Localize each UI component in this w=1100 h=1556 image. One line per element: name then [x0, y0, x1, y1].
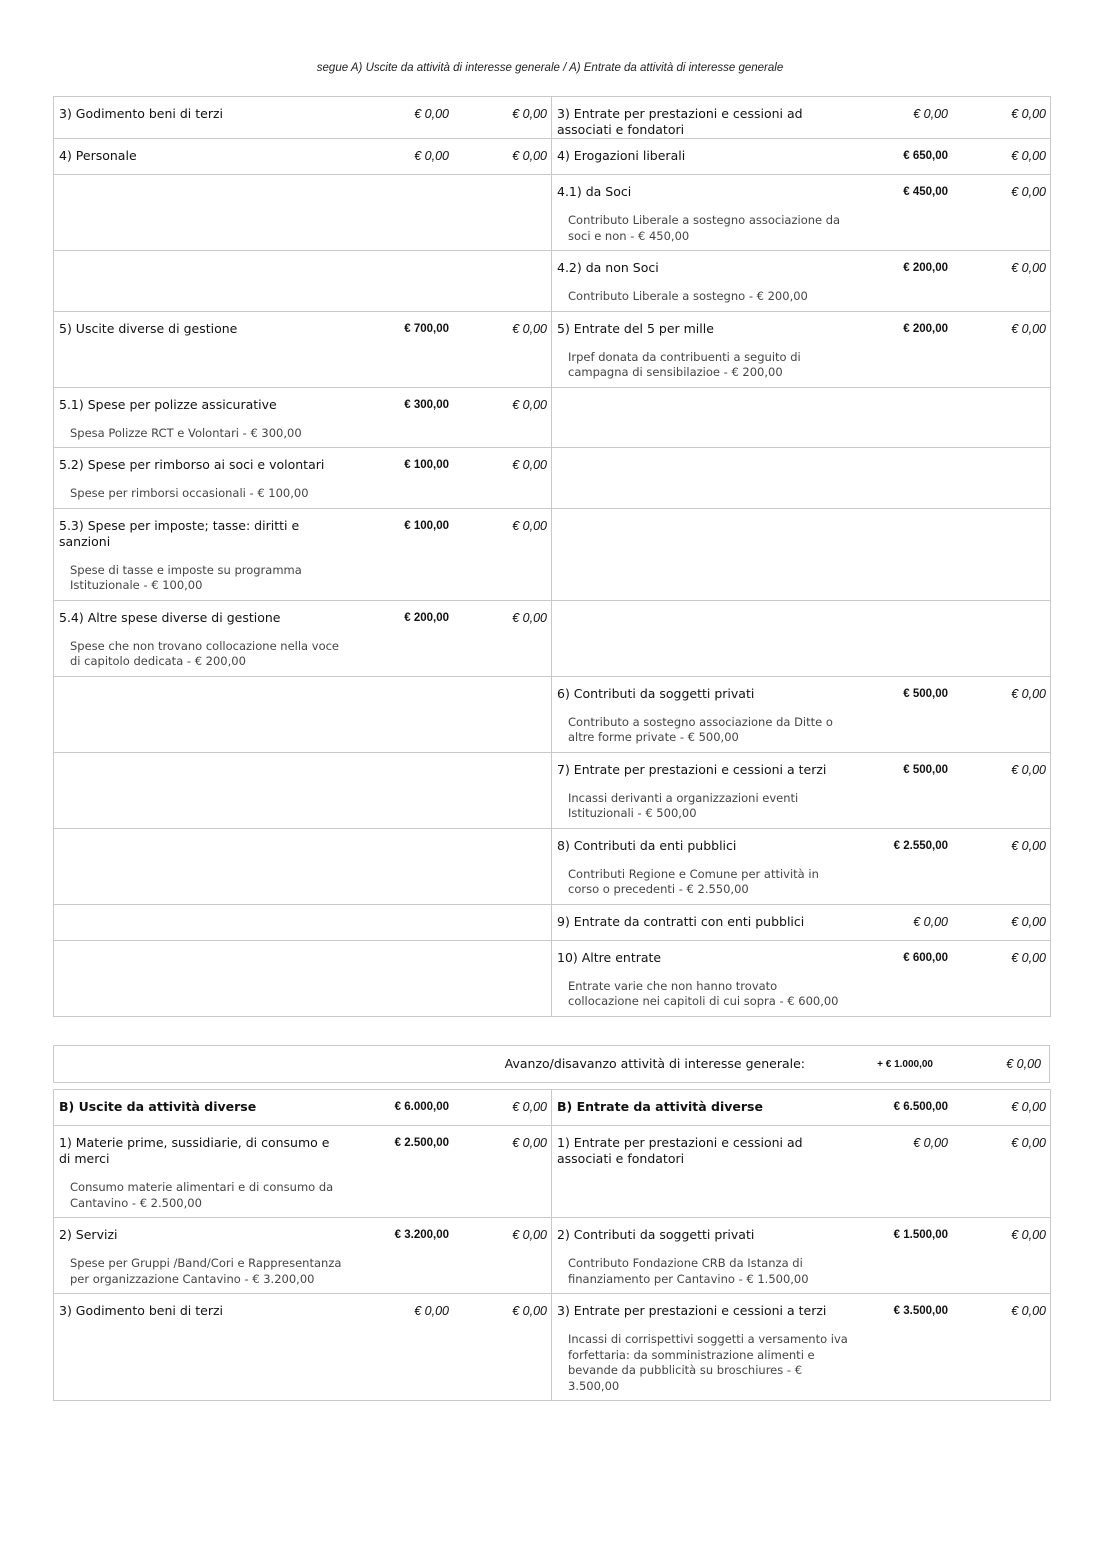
empty-cell — [552, 448, 1051, 509]
item-label: 10) Altre entrate — [557, 949, 662, 965]
empty-cell — [552, 600, 1051, 676]
amount-previous: € 0,00 — [1011, 1136, 1046, 1150]
table-row — [54, 828, 1051, 904]
table-row — [54, 139, 1051, 175]
table-row — [54, 448, 1051, 509]
table-row — [54, 1126, 1051, 1218]
budget-cell — [552, 752, 1051, 828]
table-row — [54, 311, 1051, 387]
empty-cell — [54, 175, 552, 251]
amount-current: € 300,00 — [404, 398, 449, 411]
item-description: Irpef donata da contribuenti a seguito di campagna di sensibilazioe - € 200,00 — [568, 349, 801, 379]
item-description: Contributo a sostegno associazione da Ditte o altre forme private - € 500,00 — [568, 714, 833, 744]
table-row — [54, 940, 1051, 1016]
empty-cell — [54, 828, 552, 904]
item-label: 5.3) Spese per imposte; tasse: diritti e sanzioni — [59, 517, 300, 549]
item-label: 4.2) da non Soci — [557, 260, 659, 275]
budget-cell — [552, 1090, 1051, 1126]
budget-cell — [54, 311, 552, 387]
item-label: 3) Entrate per prestazioni e cessioni ad associati e fondatori — [557, 106, 803, 137]
budget-cell — [552, 175, 1051, 251]
amount-previous: € 0,00 — [1011, 185, 1046, 199]
item-description: Spese per Gruppi /Band/Cori e Rappresentanza per organizzazione Cantavino - € 3.200,00 — [70, 1256, 342, 1286]
table-row — [54, 904, 1051, 940]
budget-cell — [552, 904, 1051, 940]
amount-current: € 100,00 — [404, 459, 449, 471]
amount-previous: € 0,00 — [1011, 107, 1046, 121]
item-label: 5.4) Altre spese diverse di gestione — [59, 609, 281, 625]
amount-current: € 500,00 — [903, 687, 948, 700]
budget-cell — [552, 97, 1051, 139]
amount-current: € 700,00 — [404, 322, 449, 335]
amount-current: € 650,00 — [903, 150, 948, 162]
budget-cell — [552, 676, 1051, 752]
amount-previous: € 0,00 — [1011, 261, 1046, 275]
item-description: Consumo materie alimentari e di consumo da Cantavino - € 2.500,00 — [70, 1180, 334, 1210]
item-label: B) Entrate da attività diverse — [557, 1099, 763, 1114]
amount-current: € 3.500,00 — [893, 1305, 948, 1317]
avanzo-value-current: + € 1.000,00 — [877, 1059, 933, 1070]
amount-previous: € 0,00 — [1011, 321, 1046, 336]
budget-cell — [54, 1090, 552, 1126]
amount-current: € 450,00 — [903, 186, 948, 198]
amount-previous: € 0,00 — [512, 1100, 547, 1114]
table-row — [54, 1218, 1051, 1294]
section-b-table — [53, 1089, 1051, 1401]
amount-previous: € 0,00 — [512, 107, 547, 121]
amount-previous: € 0,00 — [1011, 149, 1046, 163]
amount-current: € 0,00 — [414, 1304, 449, 1318]
budget-cell — [552, 1218, 1051, 1294]
item-label: 5.1) Spese per polizze assicurative — [59, 396, 277, 412]
table-row — [54, 175, 1051, 251]
empty-cell — [54, 904, 552, 940]
page-header: segue A) Uscite da attività di interesse generale / A) Entrate da attività di interesse generale — [316, 62, 784, 74]
budget-cell — [54, 1126, 552, 1218]
item-label: 3) Godimento beni di terzi — [59, 1303, 223, 1318]
budget-cell — [54, 97, 552, 139]
avanzo-row — [53, 1045, 1050, 1083]
table-row — [54, 752, 1051, 828]
budget-cell — [54, 508, 552, 600]
item-label: 1) Entrate per prestazioni e cessioni ad associati e fondatori — [557, 1135, 803, 1166]
item-description: Spese per rimborsi occasionali - € 100,00 — [70, 486, 309, 500]
amount-previous: € 0,00 — [512, 1136, 547, 1150]
item-label: 8) Contributi da enti pubblici — [557, 837, 737, 853]
table-row — [54, 251, 1051, 312]
amount-previous: € 0,00 — [512, 610, 547, 625]
amount-previous: € 0,00 — [512, 321, 547, 336]
amount-previous: € 0,00 — [1011, 1304, 1046, 1318]
amount-previous: € 0,00 — [512, 1228, 547, 1242]
amount-current: € 2.550,00 — [893, 839, 948, 852]
amount-previous: € 0,00 — [1011, 686, 1046, 701]
amount-previous: € 0,00 — [512, 518, 547, 533]
amount-current: € 500,00 — [903, 763, 948, 776]
item-label: 2) Contributi da soggetti privati — [557, 1227, 755, 1242]
section-a-table — [53, 96, 1051, 1017]
amount-previous: € 0,00 — [1011, 838, 1046, 853]
avanzo-value-previous: € 0,00 — [1006, 1057, 1041, 1071]
budget-cell — [552, 251, 1051, 312]
item-description: Contributo Fondazione CRB da Istanza di finanziamento per Cantavino - € 1.500,00 — [568, 1256, 809, 1286]
item-description: Contributi Regione e Comune per attività in corso o precedenti - € 2.550,00 — [568, 866, 819, 896]
item-description: Entrate varie che non hanno trovato collocazione nei capitoli di cui sopra - € 600,00 — [568, 978, 839, 1008]
amount-current: € 6.000,00 — [394, 1101, 449, 1113]
budget-cell — [552, 940, 1051, 1016]
item-label: 5.2) Spese per rimborso ai soci e volontari — [59, 457, 325, 472]
item-label: 6) Contributi da soggetti privati — [557, 685, 755, 701]
budget-cell — [54, 139, 552, 175]
item-description: Spese di tasse e imposte su programma Istituzionale - € 100,00 — [70, 562, 302, 592]
empty-cell — [54, 940, 552, 1016]
budget-cell — [54, 448, 552, 509]
item-label: 3) Entrate per prestazioni e cessioni a terzi — [557, 1303, 827, 1318]
table-row — [54, 1090, 1051, 1126]
item-label: 3) Godimento beni di terzi — [59, 106, 223, 121]
table-row — [54, 600, 1051, 676]
item-label: 4) Erogazioni liberali — [557, 148, 686, 163]
amount-current: € 200,00 — [903, 262, 948, 274]
item-label: 9) Entrate da contratti con enti pubblici — [557, 913, 805, 929]
amount-previous: € 0,00 — [1011, 950, 1046, 965]
amount-previous: € 0,00 — [1011, 1100, 1046, 1114]
empty-cell — [552, 508, 1051, 600]
budget-cell — [552, 311, 1051, 387]
budget-cell — [54, 1218, 552, 1294]
item-description: Spese che non trovano collocazione nella voce di capitolo dedicata - € 200,00 — [70, 638, 339, 668]
empty-cell — [54, 676, 552, 752]
item-label: 5) Uscite diverse di gestione — [59, 320, 238, 336]
item-label: 7) Entrate per prestazioni e cessioni a terzi — [557, 761, 827, 777]
budget-cell — [552, 1294, 1051, 1401]
amount-current: € 2.500,00 — [394, 1137, 449, 1149]
item-description: Contributo Liberale a sostegno associazione da soci e non - € 450,00 — [568, 213, 841, 243]
amount-previous: € 0,00 — [512, 149, 547, 163]
amount-current: € 0,00 — [913, 1136, 948, 1150]
item-label: 5) Entrate del 5 per mille — [557, 320, 714, 336]
table-row — [54, 387, 1051, 448]
amount-current: € 0,00 — [414, 107, 449, 121]
amount-current: € 200,00 — [903, 322, 948, 335]
table-row — [54, 508, 1051, 600]
item-label: 2) Servizi — [59, 1227, 118, 1242]
empty-cell — [54, 752, 552, 828]
amount-current: € 200,00 — [404, 611, 449, 624]
item-description: Incassi derivanti a organizzazioni eventi Istituzionali - € 500,00 — [568, 790, 799, 820]
amount-previous: € 0,00 — [1011, 1228, 1046, 1242]
budget-cell — [54, 600, 552, 676]
amount-current: € 0,00 — [913, 914, 948, 929]
amount-current: € 1.500,00 — [893, 1229, 948, 1241]
item-label: 1) Materie prime, sussidiarie, di consumo e di merci — [59, 1135, 330, 1166]
table-row — [54, 1294, 1051, 1401]
item-description: Spesa Polizze RCT e Volontari - € 300,00 — [70, 425, 302, 440]
item-label: B) Uscite da attività diverse — [59, 1099, 257, 1114]
item-label: 4.1) da Soci — [557, 184, 632, 199]
amount-previous: € 0,00 — [512, 1304, 547, 1318]
amount-current: € 600,00 — [903, 951, 948, 964]
table-row — [54, 676, 1051, 752]
amount-previous: € 0,00 — [512, 458, 547, 472]
budget-cell — [552, 1126, 1051, 1218]
amount-current: € 100,00 — [404, 519, 449, 532]
item-description: Contributo Liberale a sostegno - € 200,00 — [568, 289, 808, 303]
amount-current: € 0,00 — [414, 149, 449, 163]
budget-cell — [54, 387, 552, 448]
amount-current: € 6.500,00 — [893, 1101, 948, 1113]
budget-cell — [552, 828, 1051, 904]
amount-previous: € 0,00 — [1011, 762, 1046, 777]
amount-current: € 0,00 — [913, 107, 948, 121]
amount-current: € 3.200,00 — [394, 1229, 449, 1241]
budget-cell — [552, 139, 1051, 175]
amount-previous: € 0,00 — [1011, 914, 1046, 929]
empty-cell — [552, 387, 1051, 448]
avanzo-label: Avanzo/disavanzo attività di interesse generale: — [504, 1056, 805, 1071]
amount-previous: € 0,00 — [512, 397, 547, 412]
item-label: 4) Personale — [59, 148, 137, 163]
table-row — [54, 97, 1051, 139]
empty-cell — [54, 251, 552, 312]
budget-cell — [54, 1294, 552, 1401]
item-description: Incassi di corrispettivi soggetti a versamento iva forfettaria: da somministrazione alimenti e bevande da pubblicità su broschiures - € 3.500,00 — [568, 1332, 848, 1393]
